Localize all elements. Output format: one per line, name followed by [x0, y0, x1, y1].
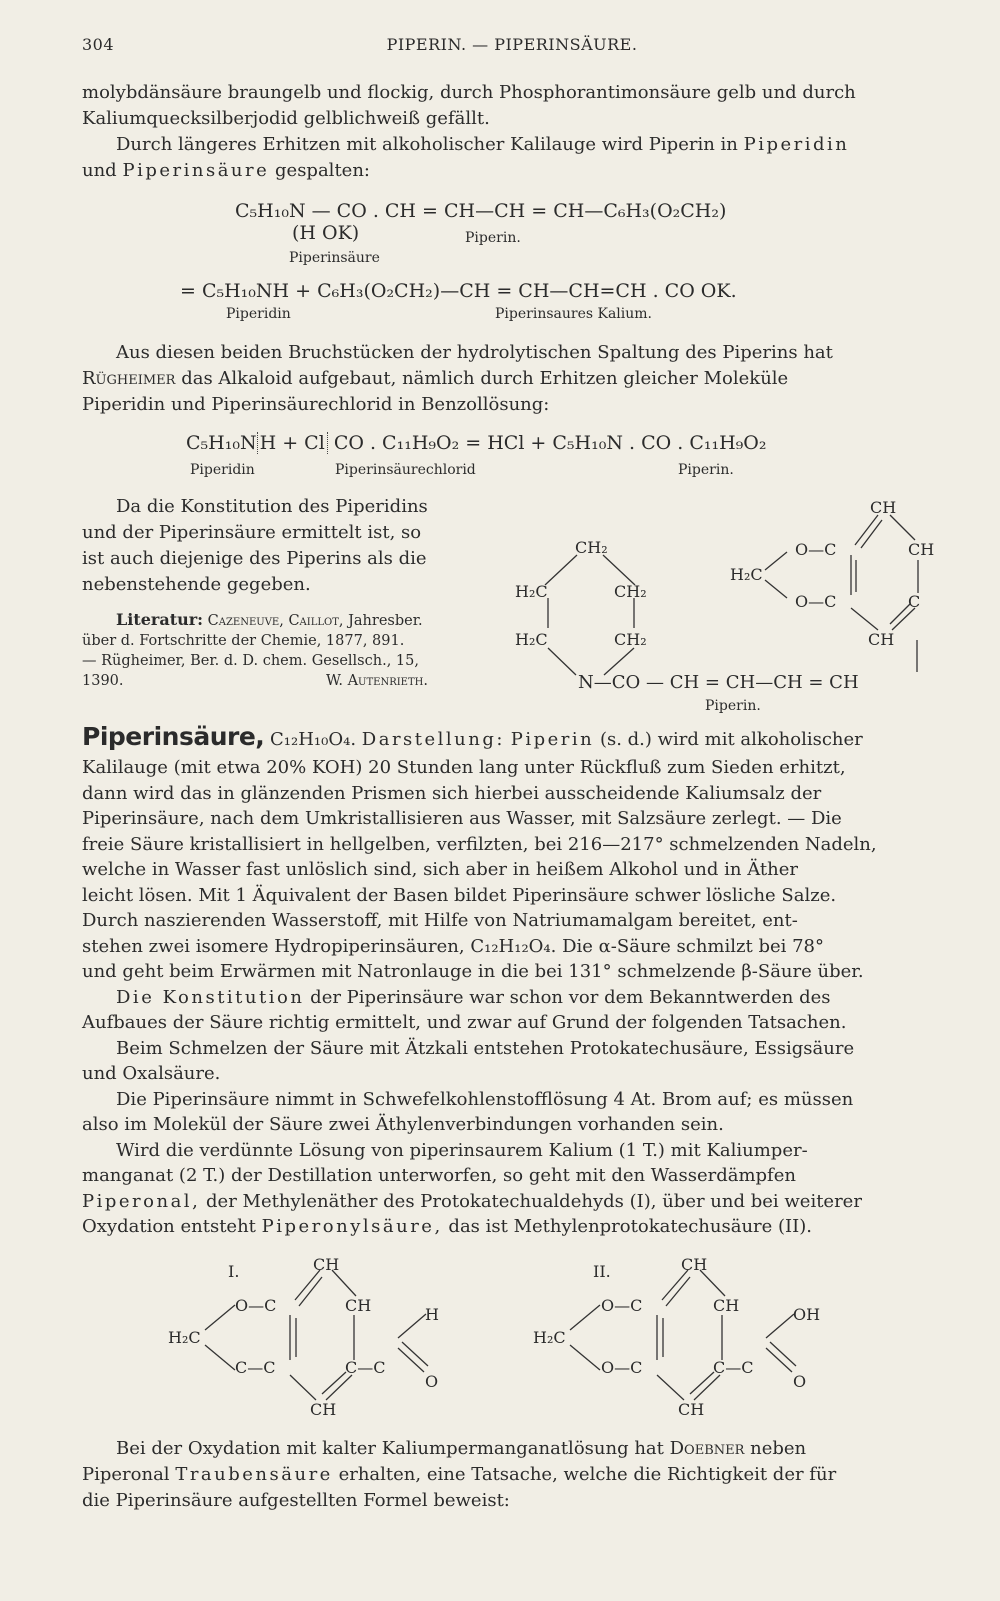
text-line: dann wird das in glänzenden Prismen sich hierbei ausscheidende Kaliumsalz der: [82, 782, 822, 804]
bond: [205, 1345, 235, 1370]
struct-ii-o: O: [793, 1372, 807, 1391]
piperin-ring-h2c-upper: H₂C: [515, 582, 548, 601]
struct-i-ch-top: CH: [313, 1255, 340, 1274]
author-doebner: Doebner: [669, 1438, 745, 1459]
text-line: — Rügheimer, Ber. d. D. chem. Gesellsch., 15,: [82, 653, 419, 669]
piperin-ch-bottom: CH: [868, 630, 895, 649]
struct-ii-c-right: C—C: [713, 1358, 754, 1377]
piperin-o-upper: O—C: [795, 540, 837, 559]
text-line: Die Piperinsäure nimmt in Schwefelkohlenstofflösung 4 At. Brom auf; es müssen: [116, 1088, 854, 1110]
text-line: und Piperinsäure gespalten:: [82, 160, 370, 181]
struct-i-o-upper: O—C: [235, 1296, 277, 1315]
text-line: Da die Konstitution des Piperidins: [116, 496, 428, 517]
text-line: freie Säure kristallisiert in hellgelben, verfilzten, bei 216—217° schmelzenden Nadeln,: [82, 833, 877, 855]
struct-ii-numeral: II.: [593, 1262, 611, 1281]
text-line: und Oxalsäure.: [82, 1063, 221, 1084]
text-line: Rügheimer das Alkaloid aufgebaut, nämlich durch Erhitzen gleicher Moleküle: [82, 368, 789, 389]
struct-i-o: O: [425, 1372, 439, 1391]
struct-i-ch-bottom: CH: [310, 1400, 337, 1419]
literature-label: Literatur:: [116, 610, 204, 629]
term-piperonal: Piperonal,: [82, 1190, 201, 1212]
paragraph-doebner: [82, 1436, 942, 1514]
piperin-ch-top: CH: [870, 498, 897, 517]
bond: [603, 555, 635, 585]
page-number: 304: [82, 35, 115, 54]
text-line: Wird die verdünnte Lösung von piperinsaurem Kalium (1 T.) mit Kaliumper-: [116, 1139, 808, 1161]
bond: [398, 1314, 426, 1338]
text-line: und der Piperinsäure ermittelt ist, so: [82, 522, 422, 543]
text-line: Beim Schmelzen der Säure mit Ätzkali entstehen Protokatechusäure, Essigsäure: [116, 1037, 855, 1059]
bond: [770, 1342, 796, 1366]
bond: [766, 1314, 794, 1338]
bond: [890, 604, 910, 624]
bond: [205, 1305, 235, 1330]
section-formula: C₁₂H₁₀O₄.: [270, 729, 357, 750]
text-line: Piperinsäure, nach dem Umkristallisieren aus Wasser, mit Salzsäure zerlegt. — Die: [82, 808, 842, 829]
struct-ii-ch-bottom: CH: [678, 1400, 705, 1419]
piperin-ring-top: CH₂: [575, 538, 608, 557]
signature: W. Autenrieth.: [326, 673, 428, 689]
reaction2-split: H + Cl: [257, 432, 328, 454]
struct-ii-ch-right: CH: [713, 1296, 740, 1315]
piperin-ring-ch2-lower: CH₂: [614, 630, 647, 649]
term-piperinsaeure: Piperinsäure: [122, 160, 270, 181]
bond: [548, 648, 576, 675]
bond: [851, 608, 878, 630]
piperin-o-lower: O—C: [795, 592, 837, 611]
bond: [570, 1305, 600, 1330]
piperin-caption: Piperin.: [705, 698, 761, 714]
running-title: PIPERIN. — PIPERINSÄURE.: [386, 35, 638, 54]
struct-ii-o-lower: O—C: [601, 1358, 643, 1377]
reaction1-label-piperin: Piperin.: [465, 230, 521, 246]
text-line: Aus diesen beiden Bruchstücken der hydrolytischen Spaltung des Piperins hat: [116, 342, 833, 363]
text-line: Bei der Oxydation mit kalter Kaliumpermanganatlösung hat Doebner neben: [116, 1438, 807, 1459]
reaction1-label-piperidin: Piperidin: [226, 306, 291, 322]
piperin-chain: N—CO — CH = CH—CH = CH: [578, 672, 859, 693]
struct-i-ch-right: CH: [345, 1296, 372, 1315]
bond: [290, 1375, 316, 1400]
term-piperonylsaeure: Piperonylsäure,: [261, 1216, 443, 1237]
struct-i-o-lower: C—C: [235, 1358, 276, 1377]
text-line: Piperinsäure, C₁₂H₁₀O₄. Darstellung: Piperin (s. d.) wird mit alkoholischer: [82, 722, 863, 751]
text-line: Literatur: Cazeneuve, Caillot, Jahresber.: [116, 610, 423, 629]
section-title: Piperinsäure,: [82, 722, 265, 751]
reaction1-label-piperinsaeure: Piperinsäure: [289, 250, 380, 266]
text-line: Piperidin und Piperinsäurechlorid in Benzollösung:: [82, 394, 550, 415]
text-line: Piperonal Traubensäure erhalten, eine Tatsache, welche die Richtigkeit der für: [82, 1464, 837, 1485]
piperin-h2c-methylene: H₂C: [730, 565, 763, 584]
text-line: also im Molekül der Säure zwei Äthylenverbindungen vorhanden sein.: [82, 1114, 724, 1135]
text-line: und geht beim Erwärmen mit Natronlauge in die bei 131° schmelzende β-Säure über.: [82, 961, 864, 982]
text-line: manganat (2 T.) der Destillation unterworfen, so geht mit den Wasserdämpfen: [82, 1165, 796, 1186]
bond: [765, 580, 787, 598]
section-piperinsaeure: [82, 722, 942, 1240]
bond: [690, 1372, 714, 1394]
text-line: 1390. W. Autenrieth.: [82, 673, 428, 689]
text-line: Die Konstitution der Piperinsäure war schon vor dem Bekanntwerden des: [116, 986, 831, 1008]
term-konstitution: Die Konstitution: [116, 986, 305, 1008]
reaction1-line1: C₅H₁₀N — CO . CH = CH—CH = CH—C₆H₃(O₂CH₂): [235, 200, 727, 222]
text-line: Durch längeres Erhitzen mit alkoholischer Kalilauge wird Piperin in Piperidin: [116, 134, 850, 155]
reaction2-formula: C₅H₁₀N H + Cl CO . C₁₁H₉O₂ = HCl + C₅H₁₀N . CO . C₁₁H₉O₂: [186, 432, 767, 454]
text-line: leicht lösen. Mit 1 Äquivalent der Basen bildet Piperinsäure schwer lösliche Salze.: [82, 884, 837, 906]
reaction2-label-chlorid: Piperinsäurechlorid: [335, 462, 476, 478]
bond: [545, 555, 577, 585]
struct-ii-oh: OH: [793, 1305, 821, 1324]
text-line: Aufbaues der Säure richtig ermittelt, und zwar auf Grund der folgenden Tatsachen.: [82, 1012, 847, 1033]
piperin-ch-right: CH: [908, 540, 935, 559]
struct-ii-o-upper: O—C: [601, 1296, 643, 1315]
reaction1-line2: (H OK): [292, 222, 360, 244]
bond: [766, 1348, 792, 1372]
bond: [765, 552, 787, 570]
bond: [322, 1372, 346, 1394]
struct-i-c-right: C—C: [345, 1358, 386, 1377]
text-line: Durch naszierenden Wasserstoff, mit Hilfe von Natriumamalgam bereitet, ent-: [82, 910, 798, 931]
struct-i-h: H: [425, 1305, 439, 1324]
text-line: Kalilauge (mit etwa 20% KOH) 20 Stunden lang unter Rückfluß zum Sieden erhitzt,: [82, 757, 846, 778]
bond: [570, 1345, 600, 1370]
reaction1-label-kalium: Piperinsaures Kalium.: [495, 306, 652, 322]
piperin-ring-h2c-lower: H₂C: [515, 630, 548, 649]
bond: [890, 515, 915, 540]
text-line: stehen zwei isomere Hydropiperinsäuren, C₁₂H₁₂O₄. Die α-Säure schmilzt bei 78°: [82, 935, 824, 957]
text-line: Oxydation entsteht Piperonylsäure, das ist Methylenprotokatechusäure (II).: [82, 1216, 813, 1237]
bond: [402, 1342, 428, 1366]
text-line: welche in Wasser fast unlöslich sind, sich aber in heißem Alkohol und in Äther: [82, 859, 798, 880]
text-line: Piperonal, der Methylenäther des Protokatechualdehyds (I), über und bei weiterer: [82, 1190, 862, 1212]
bond: [657, 1375, 684, 1400]
author-ruegheimer: Rügheimer: [82, 368, 176, 389]
text-line: ist auch diejenige des Piperins als die: [82, 548, 427, 569]
text-line: molybdänsäure braungelb und flockig, durch Phosphorantimonsäure gelb und durch: [82, 82, 856, 103]
term-traubensaeure: Traubensäure: [175, 1464, 333, 1485]
text-line: die Piperinsäure aufgestellten Formel beweist:: [82, 1490, 510, 1511]
term-piperidin: Piperidin: [743, 134, 850, 155]
bond: [398, 1348, 424, 1372]
text-line: Kaliumquecksilberjodid gelblichweiß gefällt.: [82, 108, 490, 129]
struct-ii-h2c: H₂C: [533, 1328, 566, 1347]
bond: [604, 648, 634, 675]
reaction2-label-piperidin: Piperidin: [190, 462, 255, 478]
reaction2-label-piperin: Piperin.: [678, 462, 734, 478]
struct-ii-ch-top: CH: [681, 1255, 708, 1274]
text-line: über d. Fortschritte der Chemie, 1877, 891.: [82, 633, 405, 649]
struct-i-numeral: I.: [228, 1262, 240, 1281]
piperin-c-right: C: [908, 592, 921, 611]
reaction1-line3: = C₅H₁₀NH + C₆H₃(O₂CH₂)—CH = CH—CH=CH . CO OK.: [180, 280, 737, 302]
struct-i-h2c: H₂C: [168, 1328, 201, 1347]
text-line: nebenstehende gegeben.: [82, 574, 311, 595]
piperin-ring-ch2-upper: CH₂: [614, 582, 647, 601]
